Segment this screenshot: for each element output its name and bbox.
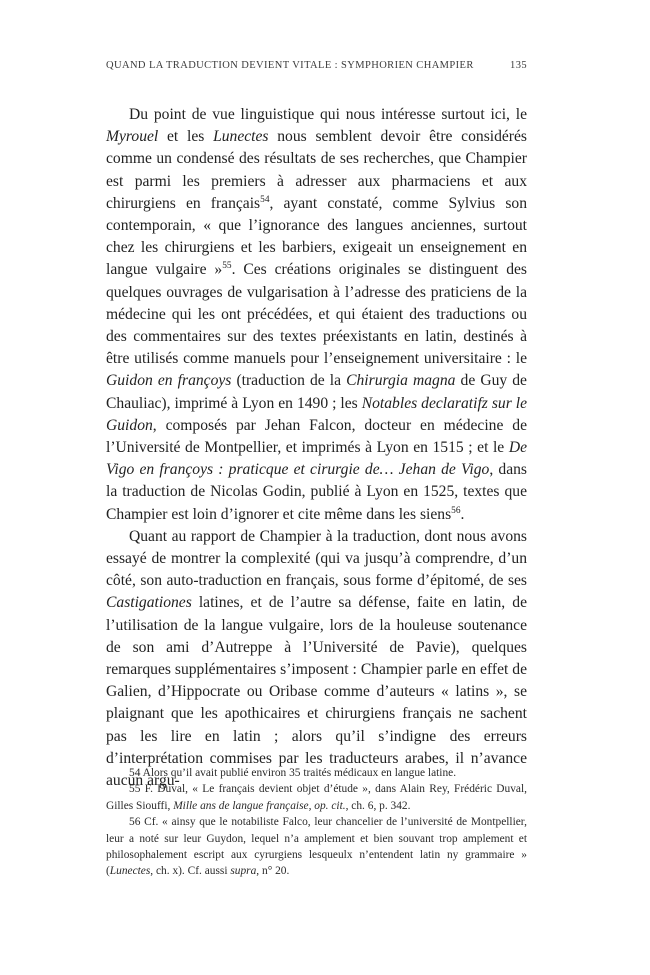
text-run: (traduction de la [231, 372, 347, 390]
footnotes [106, 765, 527, 880]
footnote-ref-54[interactable]: 54 [260, 194, 270, 205]
text-run: de Guy de Chauliac), imprimé à Lyon en 1490 ; les [106, 372, 527, 412]
footnote-54 [106, 765, 527, 781]
text-run: nous semblent devoir être considérés comme un condensé des résultats de ses recherches, que Champier est parmi les premiers à adresser aux pharmaciens et aux chirurgiens en français [106, 128, 527, 212]
text-run: , dans la traduction de Nicolas Godin, publié à Lyon en 1525, textes que Champier est loin d’ignorer et cite même dans les siens [106, 461, 527, 523]
footnote-text: , ch. 6, p. 342. [345, 799, 411, 812]
title-de-vigo: De Vigo en françoys : praticque et cirurgie de… Jehan de Vigo [106, 439, 527, 479]
title-lunectes: Lunectes [109, 865, 151, 878]
running-head [106, 60, 527, 71]
footnote-text: 55 F. Duval, « Le français devient objet d’étude », dans Alain Rey, Frédéric Duval, Gilles Siouffi, [106, 783, 527, 812]
running-title: QUAND LA TRADUCTION DEVIENT VITALE : SYMPHORIEN CHAMPIER [106, 60, 474, 71]
title-myrouel: Myrouel [106, 128, 159, 146]
title-chirurgia-magna: Chirurgia magna [346, 372, 456, 390]
title-lunectes: Lunectes [213, 128, 269, 146]
footnote-text: 54 Alors qu’il avait publié environ 35 traités médicaux en langue latine. [129, 767, 457, 779]
text-run: Quant au rapport de Champier à la traduction, dont nous avons essayé de montrer la complexité (qui va jusqu’à comprendre, d’un côté, son auto-traduction en français, sous forme d’épitomé, de ses [106, 527, 527, 590]
title-castigationes: Castigationes [106, 594, 192, 612]
text-run: Du point de vue linguistique qui nous intéresse surtout ici, le [129, 106, 527, 123]
title-notables: Notables declaratifz sur le Guidon [106, 394, 528, 434]
footnote-text: , ch. x). Cf. aussi [150, 865, 231, 878]
footnote-ref-55[interactable]: 55 [222, 261, 232, 272]
footnote-55 [106, 781, 527, 814]
title-mille-ans: Mille ans de langue française, op. cit. [173, 799, 346, 812]
footnote-text: , n° 20. [256, 865, 290, 878]
text-run: , ayant constaté, comme Sylvius son contemporain, « que l’ignorance des langues anciennes, surtout chez les chirurgiens et les barbiers, exigeait un enseignement en langue vulgaire » [106, 194, 527, 279]
title-guidon: Guidon en françoys [106, 372, 232, 390]
text-run: . [460, 505, 465, 523]
paragraph-1 [106, 104, 527, 526]
paragraph-2 [106, 526, 527, 792]
footnote-ref-56[interactable]: 56 [451, 505, 461, 516]
footnote-text: 56 Cf. « ainsy que le notabiliste Falco, leur chancelier de l’université de Montpellier, leur a noté sur leur Guydon, lequel n’a amplement et bien souvant trop amplement et philosophalement escript aux cyrurgiens lesqueulx n’entendent latin ny grammaire » ( [106, 816, 527, 878]
footnote-56 [106, 814, 527, 880]
text-run: latines, et de l’autre sa défense, faite en latin, de l’utilisation de la langue vulgaire, lors de la houleuse soutenance de son ami d’Autreppe à l’Université de Pavie), quelques remarques supplémentaires s’imposent : Champier parle en effet de Galien, d’Hippocrate ou Oribase comme d’auteurs « latins », se plaignant que les apothicaires et chirurgiens français ne sachent pas les lire en latin ; alors qu’il s’indigne des erreurs d’interprétation commises par les traducteurs arabes, il n’avance aucun argu- [106, 594, 527, 790]
text-run: et les [158, 128, 214, 146]
main-text [106, 104, 527, 792]
supra: supra [230, 865, 257, 878]
text-run: . Ces créations originales se distinguent des quelques ouvrages de vulgarisation à l’adresse des praticiens de la médecine qui les ont précédées, et qui étaient des traductions ou des commentaires sur des textes préexistants en latin, destinés à être utilisés comme manuels pour l’enseignement universitaire : le [106, 261, 527, 368]
page-number: 135 [510, 60, 527, 71]
text-run: , composés par Jehan Falcon, docteur en médecine de l’Université de Montpellier, et imprimés à Lyon en 1515 ; et le [106, 416, 527, 457]
